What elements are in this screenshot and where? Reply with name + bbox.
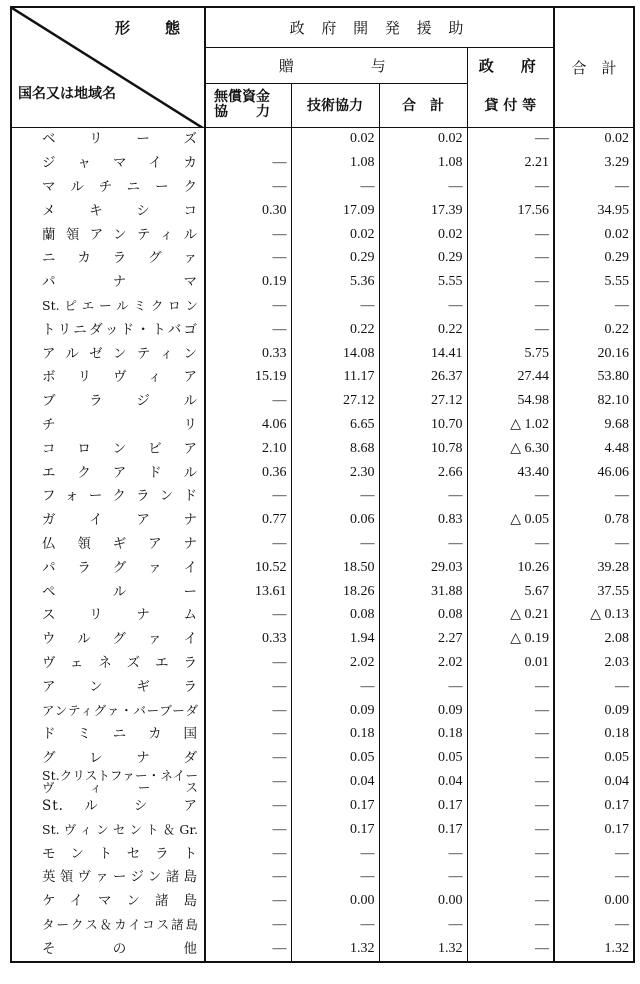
subtotal-cell: 17.39 xyxy=(379,199,467,223)
country-name: St. ル シ ア xyxy=(11,794,205,818)
grant-aid-cell: 2.10 xyxy=(205,437,291,461)
country-name: ボリヴィア xyxy=(11,365,205,389)
grant-aid-cell: — xyxy=(205,532,291,556)
grant-aid-cell: — xyxy=(205,484,291,508)
subtotal-cell: 29.03 xyxy=(379,556,467,580)
grant-aid-cell: — xyxy=(205,223,291,247)
loans-cell: — xyxy=(467,794,554,818)
total-cell: 9.68 xyxy=(554,413,634,437)
grant-aid-cell: 0.33 xyxy=(205,627,291,651)
subtotal-cell: — xyxy=(379,294,467,318)
country-name: ペ ル ー xyxy=(11,580,205,604)
grant-aid-cell: — xyxy=(205,746,291,770)
total-cell: — xyxy=(554,865,634,889)
subtotal-cell: 10.78 xyxy=(379,437,467,461)
grant-aid-cell: — xyxy=(205,889,291,913)
tech-cell: 0.09 xyxy=(291,699,379,723)
table-row xyxy=(11,151,634,175)
loans-cell: — xyxy=(467,889,554,913)
loans-cell: 43.40 xyxy=(467,461,554,485)
table-row xyxy=(11,413,634,437)
country-name: ベ リ ー ズ xyxy=(11,127,205,151)
subtotal-cell: 0.00 xyxy=(379,889,467,913)
country-name: ア ン ギ ラ xyxy=(11,675,205,699)
total-cell: 0.00 xyxy=(554,889,634,913)
table-row xyxy=(11,818,634,842)
table-row xyxy=(11,461,634,485)
tech-cell: 1.94 xyxy=(291,627,379,651)
grant-aid-cell xyxy=(205,127,291,151)
tech-cell: 0.05 xyxy=(291,746,379,770)
country-name: ス リ ナ ム xyxy=(11,603,205,627)
grant-aid-cell: — xyxy=(205,175,291,199)
tech-cell: 0.02 xyxy=(291,223,379,247)
loans-cell: — xyxy=(467,270,554,294)
country-name: モントセラト xyxy=(11,842,205,866)
total-cell: △ 0.13 xyxy=(554,603,634,627)
loans-cell: — xyxy=(467,532,554,556)
country-name: 英領ヴァージン諸島 xyxy=(11,865,205,889)
country-name: チ リ xyxy=(11,413,205,437)
subtotal-cell: — xyxy=(379,675,467,699)
grant-aid-cell: — xyxy=(205,913,291,937)
tech-cell: 0.18 xyxy=(291,722,379,746)
country-name: パ ナ マ xyxy=(11,270,205,294)
country-name: トリニダッド・トバゴ xyxy=(11,318,205,342)
total-cell: — xyxy=(554,175,634,199)
total-cell: 0.02 xyxy=(554,127,634,151)
total-cell: 0.04 xyxy=(554,770,634,794)
aid-table-page xyxy=(10,6,633,978)
country-name: グ レ ナ ダ xyxy=(11,746,205,770)
table-row xyxy=(11,794,634,818)
table-row xyxy=(11,627,634,651)
tech-cell: 2.02 xyxy=(291,651,379,675)
country-name: アルゼンティン xyxy=(11,342,205,366)
loans-cell: — xyxy=(467,865,554,889)
grant-aid-cell: 15.19 xyxy=(205,365,291,389)
total-cell: — xyxy=(554,675,634,699)
loans-cell: △ 6.30 xyxy=(467,437,554,461)
country-name: パラグァイ xyxy=(11,556,205,580)
grant-aid-cell: — xyxy=(205,699,291,723)
loans-cell: — xyxy=(467,937,554,962)
country-name: マルチニーク xyxy=(11,175,205,199)
total-cell: 2.03 xyxy=(554,651,634,675)
grant-aid-cell: — xyxy=(205,794,291,818)
subtotal-cell: 0.02 xyxy=(379,223,467,247)
total-cell: 4.48 xyxy=(554,437,634,461)
grant-aid-cell: 4.06 xyxy=(205,413,291,437)
tech-cell: 1.32 xyxy=(291,937,379,962)
grant-aid-cell: — xyxy=(205,842,291,866)
tech-cell: 0.08 xyxy=(291,603,379,627)
country-name: St.ヴィンセント＆Gr. xyxy=(11,818,205,842)
grant-aid-cell: — xyxy=(205,865,291,889)
aid-table xyxy=(10,6,635,963)
gov-loans-header: 政 府 xyxy=(467,47,554,83)
tech-cell: 8.68 xyxy=(291,437,379,461)
subtotal-cell: — xyxy=(379,532,467,556)
table-row xyxy=(11,223,634,247)
tech-cell: — xyxy=(291,675,379,699)
total-cell: 0.29 xyxy=(554,246,634,270)
subtotal-cell: — xyxy=(379,865,467,889)
subtotal-cell: 10.70 xyxy=(379,413,467,437)
loans-cell: 5.75 xyxy=(467,342,554,366)
grant-aid-cell: — xyxy=(205,937,291,962)
country-name: フォークランド xyxy=(11,484,205,508)
loans-cell: — xyxy=(467,175,554,199)
grant-aid-cell: — xyxy=(205,651,291,675)
subtotal-cell: — xyxy=(379,842,467,866)
loans-cell: 0.01 xyxy=(467,651,554,675)
grant-header: 贈 与 xyxy=(205,47,467,83)
subtotal-cell: — xyxy=(379,913,467,937)
loans-cell: 10.26 xyxy=(467,556,554,580)
total-cell: 0.05 xyxy=(554,746,634,770)
country-name: ブ ラ ジ ル xyxy=(11,389,205,413)
table-row xyxy=(11,580,634,604)
tech-cell: 17.09 xyxy=(291,199,379,223)
subtotal-cell: 2.66 xyxy=(379,461,467,485)
total-cell: 0.09 xyxy=(554,699,634,723)
total-cell: 3.29 xyxy=(554,151,634,175)
total-cell: 2.08 xyxy=(554,627,634,651)
loans-cell: — xyxy=(467,675,554,699)
subtotal-cell: — xyxy=(379,484,467,508)
tech-cell: 0.22 xyxy=(291,318,379,342)
country-name: ウルグァイ xyxy=(11,627,205,651)
tech-cell: 0.17 xyxy=(291,794,379,818)
table-row xyxy=(11,913,634,937)
loans-cell: 27.44 xyxy=(467,365,554,389)
tech-cell: 14.08 xyxy=(291,342,379,366)
tech-cell: 0.02 xyxy=(291,127,379,151)
tech-cell: 1.08 xyxy=(291,151,379,175)
grant-aid-cell: — xyxy=(205,318,291,342)
loans-cell: — xyxy=(467,484,554,508)
table-body xyxy=(11,127,634,962)
grant-aid-header xyxy=(205,83,291,127)
subtotal-cell: 0.05 xyxy=(379,746,467,770)
subtotal-cell: 2.02 xyxy=(379,651,467,675)
total-cell: 20.16 xyxy=(554,342,634,366)
tech-cell: 0.29 xyxy=(291,246,379,270)
loans-cell: — xyxy=(467,818,554,842)
table-row xyxy=(11,770,634,794)
total-cell: 82.10 xyxy=(554,389,634,413)
grant-aid-cell: — xyxy=(205,294,291,318)
loans-cell: — xyxy=(467,913,554,937)
tech-coop-header: 技術協力 xyxy=(291,83,379,127)
table-row xyxy=(11,842,634,866)
country-name: コロンビア xyxy=(11,437,205,461)
total-cell: — xyxy=(554,484,634,508)
corner-bottom-label: 国名又は地域名 xyxy=(18,85,116,102)
loans-cell: — xyxy=(467,842,554,866)
subtotal-cell: 1.08 xyxy=(379,151,467,175)
loans-cell: — xyxy=(467,699,554,723)
grant-aid-cell: 0.36 xyxy=(205,461,291,485)
table-row xyxy=(11,484,634,508)
grant-aid-cell: — xyxy=(205,722,291,746)
subtotal-cell: 31.88 xyxy=(379,580,467,604)
tech-cell: 0.00 xyxy=(291,889,379,913)
loans-cell: — xyxy=(467,722,554,746)
table-row xyxy=(11,437,634,461)
table-row xyxy=(11,199,634,223)
tech-cell: 0.17 xyxy=(291,818,379,842)
subtotal-cell: 1.32 xyxy=(379,937,467,962)
subtotal-cell: 0.09 xyxy=(379,699,467,723)
total-cell: 0.78 xyxy=(554,508,634,532)
table-row xyxy=(11,342,634,366)
country-name: エクアドル xyxy=(11,461,205,485)
country-name: ガ イ ア ナ xyxy=(11,508,205,532)
subtotal-cell: 0.83 xyxy=(379,508,467,532)
total-cell: 0.17 xyxy=(554,794,634,818)
total-cell: 34.95 xyxy=(554,199,634,223)
loans-cell: 2.21 xyxy=(467,151,554,175)
grant-aid-header-line2: 協 力 xyxy=(214,104,270,120)
table-row xyxy=(11,127,634,151)
subtotal-cell: 0.02 xyxy=(379,127,467,151)
grant-aid-cell: 13.61 xyxy=(205,580,291,604)
grant-aid-cell: 0.77 xyxy=(205,508,291,532)
total-cell: — xyxy=(554,294,634,318)
table-row xyxy=(11,175,634,199)
grant-aid-cell: — xyxy=(205,389,291,413)
total-cell: 53.80 xyxy=(554,365,634,389)
loans-cell: — xyxy=(467,746,554,770)
tech-cell: — xyxy=(291,532,379,556)
table-row xyxy=(11,865,634,889)
loans-cell: — xyxy=(467,294,554,318)
subtotal-cell: 0.18 xyxy=(379,722,467,746)
tech-cell: 11.17 xyxy=(291,365,379,389)
grant-aid-cell: — xyxy=(205,151,291,175)
tech-cell: 6.65 xyxy=(291,413,379,437)
table-row xyxy=(11,508,634,532)
loans-cell: — xyxy=(467,770,554,794)
loans-cell: — xyxy=(467,318,554,342)
total-cell: 39.28 xyxy=(554,556,634,580)
loans-cell: — xyxy=(467,223,554,247)
total-cell: 0.17 xyxy=(554,818,634,842)
table-row xyxy=(11,699,634,723)
table-row xyxy=(11,270,634,294)
table-row xyxy=(11,318,634,342)
subtotal-cell: — xyxy=(379,175,467,199)
grant-aid-header-line1: 無償資金 xyxy=(214,89,270,105)
grant-aid-cell: 0.33 xyxy=(205,342,291,366)
tech-cell: — xyxy=(291,913,379,937)
tech-cell: — xyxy=(291,865,379,889)
grant-aid-cell: 10.52 xyxy=(205,556,291,580)
tech-cell: 0.04 xyxy=(291,770,379,794)
country-name: そ の 他 xyxy=(11,937,205,962)
table-row xyxy=(11,365,634,389)
loans-cell: 54.98 xyxy=(467,389,554,413)
total-cell: 0.18 xyxy=(554,722,634,746)
total-cell: — xyxy=(554,842,634,866)
tech-cell: 18.26 xyxy=(291,580,379,604)
corner-header xyxy=(11,7,205,127)
country-name: ニカラグァ xyxy=(11,246,205,270)
total-cell: 37.55 xyxy=(554,580,634,604)
country-name: ドミニカ国 xyxy=(11,722,205,746)
country-name: ケイマン諸島 xyxy=(11,889,205,913)
tech-cell: 5.36 xyxy=(291,270,379,294)
grant-aid-cell: — xyxy=(205,818,291,842)
country-name: アンティグァ・バーブーダ xyxy=(11,699,205,723)
tech-cell: 0.06 xyxy=(291,508,379,532)
loans-cell: — xyxy=(467,127,554,151)
total-cell: — xyxy=(554,913,634,937)
grant-aid-cell: — xyxy=(205,770,291,794)
subtotal-cell: 14.41 xyxy=(379,342,467,366)
subtotal-cell: 26.37 xyxy=(379,365,467,389)
table-row xyxy=(11,246,634,270)
subtotal-cell: 5.55 xyxy=(379,270,467,294)
tech-cell: 2.30 xyxy=(291,461,379,485)
table-row xyxy=(11,556,634,580)
tech-cell: — xyxy=(291,484,379,508)
loans-cell: △ 0.05 xyxy=(467,508,554,532)
country-name: 蘭領アンティル xyxy=(11,223,205,247)
total-cell: 5.55 xyxy=(554,270,634,294)
total-header: 合 計 xyxy=(554,7,634,127)
country-name: メ キ シ コ xyxy=(11,199,205,223)
total-cell: — xyxy=(554,532,634,556)
table-row xyxy=(11,294,634,318)
grant-aid-cell: — xyxy=(205,246,291,270)
table-row xyxy=(11,746,634,770)
subtotal-cell: 0.17 xyxy=(379,818,467,842)
grant-aid-cell: — xyxy=(205,603,291,627)
loans-cell: △ 0.19 xyxy=(467,627,554,651)
table-row xyxy=(11,532,634,556)
grant-total-header: 合 計 xyxy=(379,83,467,127)
subtotal-cell: 0.17 xyxy=(379,794,467,818)
subtotal-cell: 0.29 xyxy=(379,246,467,270)
grant-aid-cell: 0.30 xyxy=(205,199,291,223)
subtotal-cell: 27.12 xyxy=(379,389,467,413)
subtotal-cell: 0.08 xyxy=(379,603,467,627)
loans-cell: 5.67 xyxy=(467,580,554,604)
total-cell: 46.06 xyxy=(554,461,634,485)
table-row xyxy=(11,603,634,627)
total-cell: 1.32 xyxy=(554,937,634,962)
tech-cell: — xyxy=(291,842,379,866)
country-name: St.クリストファー・ネイーヴィース xyxy=(11,770,205,794)
tech-cell: 27.12 xyxy=(291,389,379,413)
table-row xyxy=(11,675,634,699)
country-name: 仏領ギアナ xyxy=(11,532,205,556)
grant-aid-cell: — xyxy=(205,675,291,699)
subtotal-cell: 0.22 xyxy=(379,318,467,342)
loans-cell: 17.56 xyxy=(467,199,554,223)
subtotal-cell: 2.27 xyxy=(379,627,467,651)
loans-cell: — xyxy=(467,246,554,270)
country-name: ヴェネズエラ xyxy=(11,651,205,675)
tech-cell: — xyxy=(291,294,379,318)
subtotal-cell: 0.04 xyxy=(379,770,467,794)
corner-top-label: 形 態 xyxy=(114,19,190,37)
country-name: St.ピエールミクロン xyxy=(11,294,205,318)
total-cell: 0.22 xyxy=(554,318,634,342)
table-row xyxy=(11,651,634,675)
loans-cell: △ 0.21 xyxy=(467,603,554,627)
tech-cell: — xyxy=(291,175,379,199)
country-name: タークス＆カイコス諸島 xyxy=(11,913,205,937)
gov-loans-header-line2: 貸 付 等 xyxy=(467,83,554,127)
table-row xyxy=(11,389,634,413)
grant-aid-cell: 0.19 xyxy=(205,270,291,294)
table-row xyxy=(11,937,634,962)
loans-cell: △ 1.02 xyxy=(467,413,554,437)
table-row xyxy=(11,889,634,913)
table-row xyxy=(11,722,634,746)
total-cell: 0.02 xyxy=(554,223,634,247)
gov-dev-aid-header: 政 府 開 発 援 助 xyxy=(205,7,554,47)
country-name: ジャマイカ xyxy=(11,151,205,175)
tech-cell: 18.50 xyxy=(291,556,379,580)
